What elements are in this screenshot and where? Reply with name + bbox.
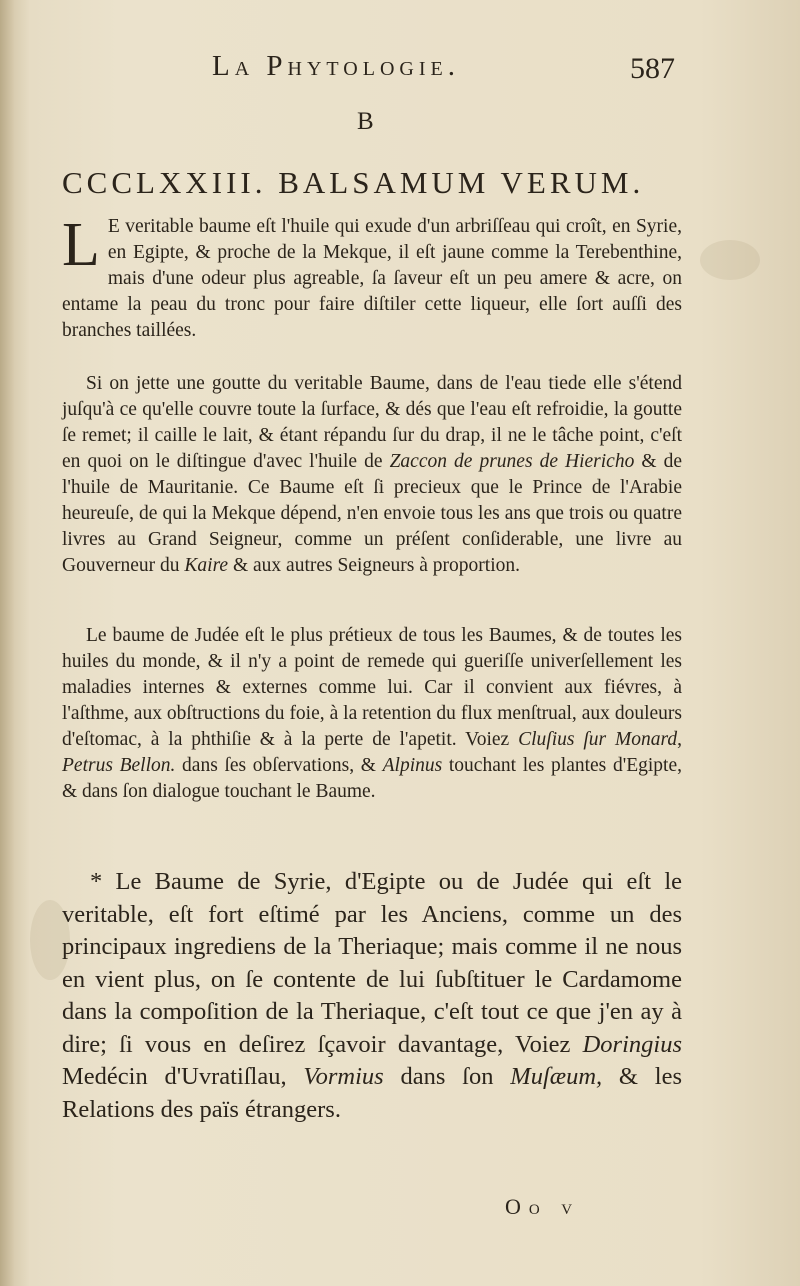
- p2-text-a: Si on jette une goutte du veritable Baume, dans de l'eau tiede elle s'étend juſqu'à ce qu'elle couvre toute la ſurface, & dés que l'eau eſt refroidie, la goutte ſe remet; il caille le lait, & étant répandu ſur du drap, il ne le tâche point, c'eſt en quoi on le diſtingue d'avec l'huile de: [62, 373, 682, 472]
- p3-text-b: ,: [677, 729, 682, 750]
- note-text-b: Medécin d'Uvratiſlau,: [62, 1063, 304, 1090]
- drop-cap: L: [62, 211, 100, 279]
- p2-text-b: & de l'huile de Mauritanie. Ce Baume eſt ſi precieux que le Prince de l'Arabie heureuſe, de qui la Mekque dépend, n'en envoie tous les ans que trois ou quatre livres au Grand Seigneur, comme un préſent conſiderable, une livre au Gouverneur du: [62, 451, 682, 576]
- p2-italic-kaire: Kaire: [184, 555, 229, 576]
- note-italic-musaeum: Muſæum,: [510, 1063, 603, 1090]
- note-text-d: & les Relations des païs étrangers.: [62, 1063, 682, 1123]
- p3-text-d: touchant les plantes d'Egipte, & dans ſon dialogue touchant le Baume.: [62, 755, 682, 802]
- p3-italic-bellon: Petrus Bellon.: [62, 755, 176, 776]
- note-text-a: * Le Baume de Syrie, d'Egipte ou de Judée qui eſt le veritable, eſt fort eſtimé par les Anciens, comme un des principaux ingrediens de la Theriaque; mais comme il ne nous en vient plus, on ſe contente de lui ſubſtituer le Cardamome dans la compoſition de la Theriaque, c'eſt tout ce que j'en ay à dire; ſi vous en deſirez ſçavoir davantage, Voiez: [62, 868, 682, 1058]
- p3-text-c: dans ſes obſervations, &: [175, 755, 383, 776]
- paragraph-1: [62, 211, 682, 344]
- p3-text-a: Le baume de Judée eſt le plus prétieux de tous les Baumes, & de toutes les huiles du monde, & il n'y a point de remede qui gueriſſe univerſellement les maladies internes & externes comme lui. Car il convient aux fiévres, à l'aſthme, aux obſtructions du foie, à la retention du flux menſtrual, aux douleurs d'eſtomac, à la phthiſie & à la perte de l'apetit. Voiez: [62, 625, 682, 750]
- paragraph-3: [62, 623, 682, 805]
- section-letter: B: [357, 108, 374, 135]
- p2-text-c: & aux autres Seigneurs à proportion.: [228, 555, 520, 576]
- note-text-c: dans ſon: [383, 1063, 511, 1090]
- paragraph-1-text: E veritable baume eſt l'huile qui exude d'un arbriſſeau qui croît, en Syrie, en Egipte, & proche de la Mekque, il eſt jaune comme la Terebenthine, mais d'une odeur plus agreable, ſa ſaveur eſt un peu amere & acre, on entame la peau du tronc pour faire diſtiler cette liqueur, elle ſort auſſi des branches taillées.: [62, 216, 682, 341]
- p2-italic-zaccon: Zaccon de prunes de Hiericho: [389, 451, 635, 472]
- note-italic-vormius: Vormius: [303, 1063, 384, 1090]
- paper-stain: [700, 240, 760, 280]
- note-italic-doringius: Doringius: [582, 1030, 682, 1058]
- p3-italic-clusius: Cluſius ſur Monard: [518, 729, 678, 750]
- p3-italic-alpinus: Alpinus: [382, 755, 443, 776]
- entry-title: CCCLXXIII. BALSAMUM VERUM.: [62, 165, 645, 200]
- catchword: Oo v: [505, 1194, 581, 1219]
- running-head: La Phytologie.: [212, 50, 460, 82]
- paragraph-2: [62, 371, 682, 579]
- binding-edge: [0, 0, 14, 1286]
- page-number: 587: [630, 52, 675, 85]
- footnote: [62, 866, 682, 1126]
